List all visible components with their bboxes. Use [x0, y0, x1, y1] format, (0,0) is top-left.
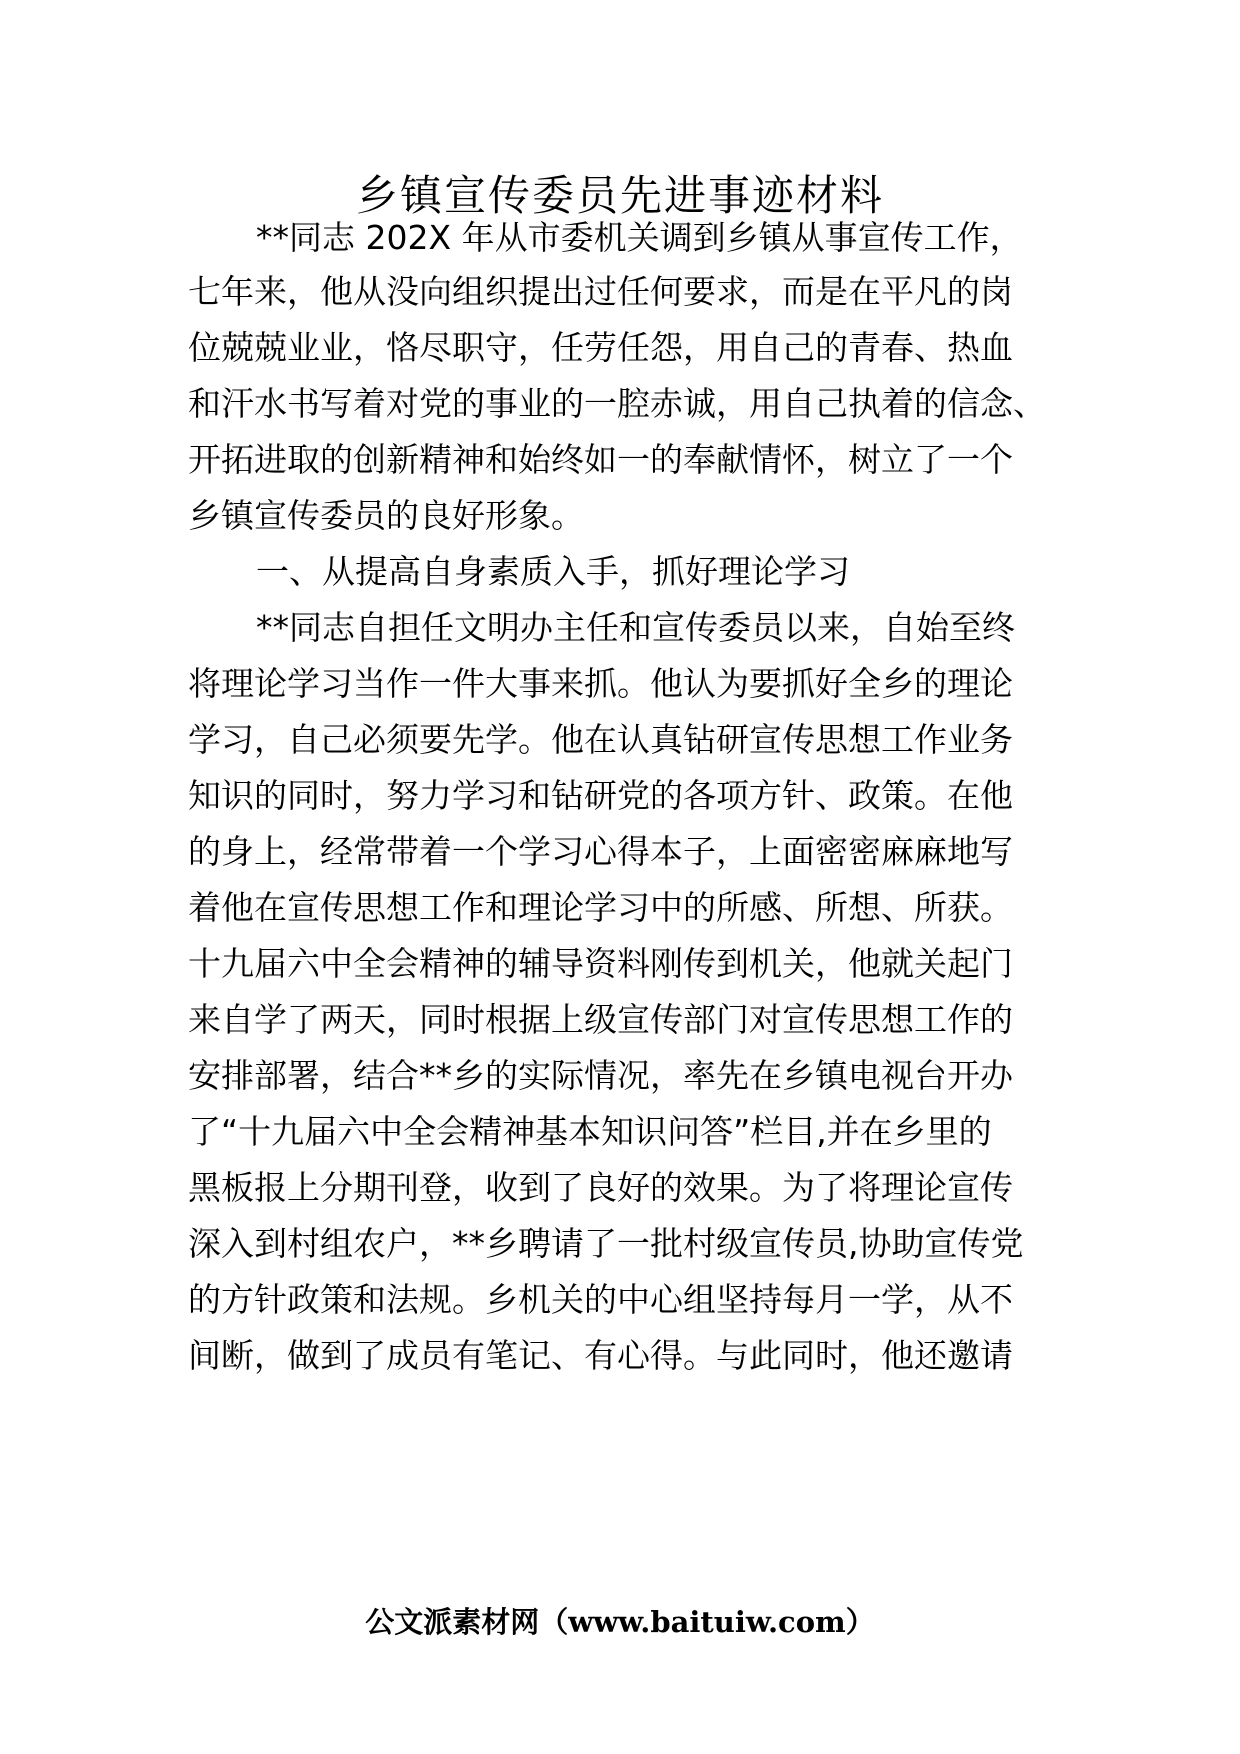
- paragraph-2-line-5: 的身上，经常带着一个学习心得本子，上面密密麻麻地写: [188, 832, 1013, 871]
- paragraph-2-line-2: 将理论学习当作一件大事来抓。他认为要抓好全乡的理论: [188, 664, 1013, 703]
- paragraph-1-line-6: 乡镇宣传委员的良好形象。: [188, 496, 584, 535]
- paragraph-1-line-4: 和汗水书写着对党的事业的一腔赤诚，用自己执着的信念、: [188, 384, 1046, 423]
- paragraph-2-line-12: 深入到村组农户，**乡聘请了一批村级宣传员,协助宣传党: [188, 1224, 1024, 1263]
- paragraph-1-line-2: 七年来，他从没向组织提出过任何要求，而是在平凡的岗: [188, 272, 1013, 311]
- paragraph-2-line-13: 的方针政策和法规。乡机关的中心组坚持每月一学，从不: [188, 1280, 1013, 1319]
- paragraph-2-line-7: 十九届六中全会精神的辅导资料刚传到机关，他就关起门: [188, 944, 1013, 983]
- paragraph-2-line-3: 学习，自己必须要先学。他在认真钻研宣传思想工作业务: [188, 720, 1013, 759]
- paragraph-2-line-11: 黑板报上分期刊登，收到了良好的效果。为了将理论宣传: [188, 1168, 1013, 1207]
- paragraph-1-line-1: **同志 202X 年从市委机关调到乡镇从事宣传工作，: [256, 218, 1023, 257]
- paragraph-2-line-1: **同志自担任文明办主任和宣传委员以来，自始至终: [256, 608, 1015, 647]
- paragraph-2-line-14: 间断，做到了成员有笔记、有心得。与此同时，他还邀请: [188, 1336, 1013, 1375]
- paragraph-2-line-6: 着他在宣传思想工作和理论学习中的所感、所想、所获。: [188, 888, 1013, 927]
- paragraph-1-line-5: 开拓进取的创新精神和始终如一的奉献情怀，树立了一个: [188, 440, 1013, 479]
- document-title: 乡镇宣传委员先进事迹材料: [355, 171, 884, 220]
- paragraph-2-line-8: 来自学了两天，同时根据上级宣传部门对宣传思想工作的: [188, 1000, 1013, 1039]
- paragraph-2-line-4: 知识的同时，努力学习和钻研党的各项方针、政策。在他: [188, 776, 1013, 815]
- paragraph-2-line-10: 了“十九届六中全会精神基本知识问答”栏目,并在乡里的: [188, 1112, 992, 1151]
- page-footer: 公文派素材网（www.baituiw.com）: [365, 1605, 875, 1639]
- paragraph-1-line-3: 位兢兢业业，恪尽职守，任劳任怨，用自己的青春、热血: [188, 328, 1013, 367]
- section-heading-1: 一、从提高自身素质入手，抓好理论学习: [256, 552, 850, 591]
- paragraph-2-line-9: 安排部署，结合**乡的实际情况，率先在乡镇电视台开办: [188, 1056, 1013, 1095]
